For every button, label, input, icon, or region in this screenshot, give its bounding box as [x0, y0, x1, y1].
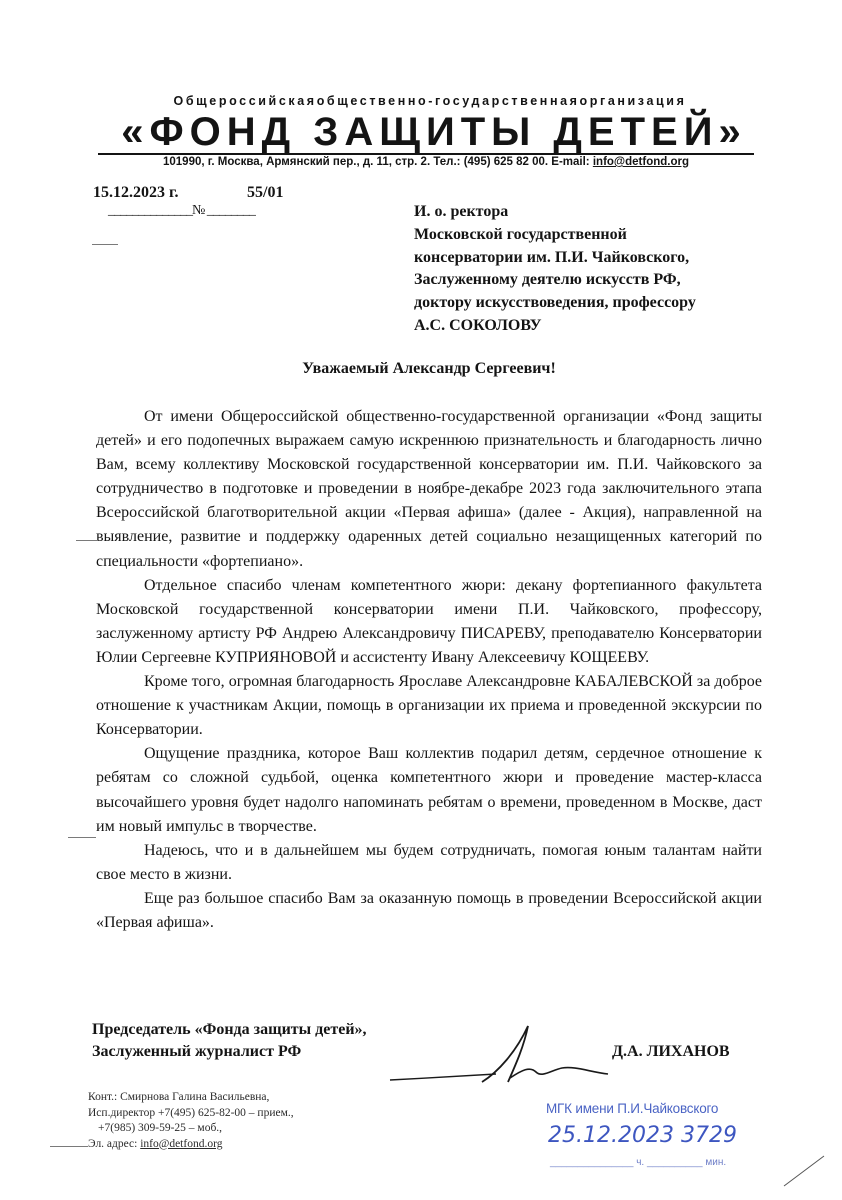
handwritten-registration-number — [546, 1116, 746, 1152]
body-paragraph: Кроме того, огромная благодарность Ярославе Александровне КАБАЛЕВСКОЙ за доброе отношение к участникам Акции, помощь в организации их приема и проведенной экскурсии по Консерватории. — [96, 673, 762, 739]
stamp-institution-name: МГК имени П.И.Чайковского — [546, 1101, 719, 1116]
letterhead-divider — [98, 153, 754, 155]
registration-line: ______________№ ________ — [108, 203, 255, 218]
stamp-handwritten-text: 25.12.2023 3729 — [548, 1123, 737, 1148]
incoming-stamp — [546, 1101, 746, 1168]
letter-body — [96, 405, 762, 935]
organization-name: «ФОНД ЗАЩИТЫ ДЕТЕЙ» — [121, 110, 747, 154]
organization-type-line: Общероссийскаяобщественно-государственнаяорганизация — [173, 94, 687, 108]
scan-mark — [50, 1146, 88, 1147]
addressee-line: И. о. ректора — [414, 203, 509, 220]
signer-title-line: Председатель «Фонда защиты детей», — [92, 1021, 367, 1038]
letter-number: 55/01 — [247, 184, 284, 201]
scan-mark — [780, 1150, 830, 1190]
addressee-line: Московской государственной — [414, 225, 627, 243]
scan-mark — [68, 837, 96, 838]
contact-line: Конт.: Смирнова Галина Васильевна, — [88, 1091, 270, 1103]
contact-email-link[interactable]: info@detfond.org — [140, 1137, 223, 1150]
stamp-time-fields: _______________ ч. __________ мин. — [550, 1157, 727, 1168]
scan-mark — [76, 540, 98, 541]
greeting: Уважаемый Александр Сергеевич! — [302, 360, 556, 377]
body-paragraph: Отдельное спасибо членам компетентного жюри: декану фортепианного факультета Московской государственной консерватории имени П.И. Чайковского, профессору, заслуженному артисту РФ Андрею Александровичу ПИСАРЕВУ, преподавателю Консерватории Юлии Сергеевне КУПРИЯНОВОЙ и ассистенту Ивану Алексеевичу КОЩЕЕВУ. — [96, 576, 762, 666]
signer-title — [92, 1019, 367, 1063]
addressee-line: консерватории им. П.И. Чайковского, — [414, 248, 690, 266]
letter-date: 15.12.2023 г. — [93, 184, 179, 201]
addressee-block — [414, 201, 696, 338]
body-paragraph: Ощущение праздника, которое Ваш коллектив подарил детям, сердечное отношение к ребятам со сложной судьбой, оценка компетентного жюри и проведение мастер-класса высочайшего уровня будет надолго напоминать ребятам о времени, проведенном в Москве, даст им новый импульс в творчестве. — [96, 745, 762, 835]
organization-email-link[interactable]: info@detfond.org — [592, 156, 690, 168]
addressee-line: доктору искусствоведения, профессору — [414, 294, 696, 312]
organization-address — [100, 156, 752, 168]
scan-mark — [92, 244, 118, 245]
contact-email-line — [88, 1137, 294, 1153]
contact-line: +7(985) 309-59-25 – моб., — [98, 1122, 223, 1134]
handwritten-signature — [386, 1020, 616, 1090]
signer-title-line: Заслуженный журналист РФ — [92, 1043, 302, 1060]
address-text: 101990, г. Москва, Армянский пер., д. 11, стр. 2. Тел.: (495) 625 82 00. E-mail: — [162, 156, 593, 168]
addressee-line: А.С. СОКОЛОВУ — [414, 316, 542, 334]
body-paragraph: Надеюсь, что и в дальнейшем мы будем сотрудничать, помогая юным талантам найти свое место в жизни. — [96, 841, 762, 883]
body-paragraph: От имени Общероссийской общественно-государственной организации «Фонд защиты детей» и его подопечных выражаем самую искреннюю признательность и благодарность лично Вам, всему коллективу Московской государственной консерватории им. П.И. Чайковского за сотрудничество в подготовке и проведении в ноябре-декабре 2023 года заключительного этапа Всероссийской благотворительной акции «Первая афиша» (далее - Акция), направленной на выявление, развитие и поддержку одаренных детей социально незащищенных категорий по специальности «фортепиано». — [96, 408, 762, 570]
body-paragraph: Еще раз большое спасибо Вам за оказанную помощь в проведении Всероссийской акции «Первая афиша». — [96, 889, 762, 931]
contact-block — [88, 1090, 294, 1152]
signer-name: Д.А. ЛИХАНОВ — [612, 1043, 730, 1060]
contact-email-label: Эл. адрес: — [88, 1137, 141, 1150]
addressee-line: Заслуженному деятелю искусств РФ, — [414, 271, 681, 289]
contact-line: Исп.директор +7(495) 625-82-00 – прием., — [88, 1106, 294, 1119]
